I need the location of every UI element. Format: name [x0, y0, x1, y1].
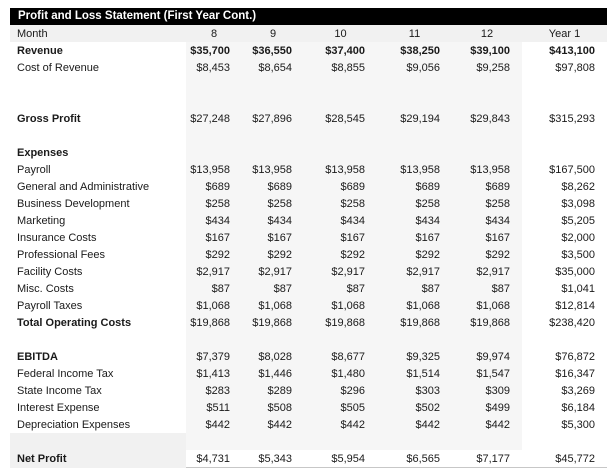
cell-value: $442	[186, 416, 242, 433]
column-header: 8	[186, 25, 242, 42]
table-row	[10, 178, 607, 195]
row-label: Depreciation Expenses	[17, 418, 131, 431]
cell-value	[304, 127, 377, 144]
cell-value: $167	[186, 229, 242, 246]
cell-value: $167	[452, 229, 522, 246]
table-row	[10, 110, 607, 127]
column-header: 10	[304, 25, 377, 42]
column-header-month: Month	[10, 25, 186, 42]
cell-value: $689	[304, 178, 377, 195]
cell-value: $258	[186, 195, 242, 212]
cell-value	[377, 331, 452, 348]
cell-value: $29,843	[452, 110, 522, 127]
cell-value: $97,808	[555, 61, 595, 74]
cell-value: $434	[452, 212, 522, 229]
row-label: Insurance Costs	[17, 231, 97, 244]
row-label: Professional Fees	[17, 248, 106, 261]
cell-value: $8,262	[561, 180, 595, 193]
table-row	[10, 212, 607, 229]
cell-value: $76,872	[555, 350, 595, 363]
row-label	[10, 331, 186, 348]
cell-value: $1,041	[561, 282, 595, 295]
cell-value	[242, 144, 304, 161]
cell-value: $1,514	[377, 365, 452, 382]
cell-value	[242, 433, 304, 450]
cell-value: $13,958	[452, 161, 522, 178]
table-row	[10, 382, 607, 399]
cell-value: $434	[242, 212, 304, 229]
cell-value	[452, 76, 522, 93]
cell-value: $292	[186, 246, 242, 263]
cell-value	[186, 433, 242, 450]
cell-value	[304, 144, 377, 161]
cell-value: $8,677	[304, 348, 377, 365]
cell-value: $258	[242, 195, 304, 212]
cell-value: $4,731	[186, 450, 242, 468]
table-row	[10, 263, 607, 280]
cell-value: $19,868	[377, 314, 452, 331]
cell-value: $29,194	[377, 110, 452, 127]
cell-value: $258	[452, 195, 522, 212]
cell-value: $45,772	[522, 450, 607, 468]
cell-value: $8,028	[242, 348, 304, 365]
cell-value: $13,958	[304, 161, 377, 178]
cell-value: $9,974	[452, 348, 522, 365]
cell-value	[522, 144, 607, 161]
cell-value: $2,000	[561, 231, 595, 244]
cell-value: $12,814	[555, 299, 595, 312]
cell-value	[242, 93, 304, 110]
cell-value: $87	[304, 280, 377, 297]
cell-value: $3,269	[561, 384, 595, 397]
cell-value	[377, 76, 452, 93]
table-row	[10, 93, 607, 110]
cell-value: $5,954	[304, 450, 377, 468]
cell-value: $2,917	[186, 263, 242, 280]
cell-value: $1,547	[452, 365, 522, 382]
cell-value: $258	[304, 195, 377, 212]
table-row	[10, 144, 607, 161]
cell-value	[186, 331, 242, 348]
cell-value	[377, 144, 452, 161]
row-label: Federal Income Tax	[17, 367, 114, 380]
cell-value: $8,453	[186, 59, 242, 76]
cell-value: $689	[242, 178, 304, 195]
row-label: Payroll	[17, 163, 51, 176]
column-header: 11	[377, 25, 452, 42]
table-row	[10, 280, 607, 297]
table-row	[10, 450, 607, 468]
table-row	[10, 365, 607, 382]
cell-value: $3,098	[561, 197, 595, 210]
cell-value: $167	[304, 229, 377, 246]
pnl-table	[10, 25, 607, 468]
cell-value	[377, 93, 452, 110]
cell-value: $36,550	[242, 42, 304, 59]
cell-value: $19,868	[242, 314, 304, 331]
cell-value: $19,868	[304, 314, 377, 331]
cell-value: $315,293	[549, 112, 595, 125]
cell-value: $2,917	[452, 263, 522, 280]
cell-value: $19,868	[452, 314, 522, 331]
cell-value: $1,413	[186, 365, 242, 382]
column-header: 12	[452, 25, 522, 42]
cell-value	[304, 93, 377, 110]
cell-value: $5,300	[561, 418, 595, 431]
row-label: Total Operating Costs	[17, 316, 132, 329]
cell-value: $689	[377, 178, 452, 195]
cell-value: $442	[452, 416, 522, 433]
cell-value: $413,100	[549, 44, 595, 57]
row-label: Facility Costs	[17, 265, 83, 278]
cell-value: $289	[242, 382, 304, 399]
table-row	[10, 246, 607, 263]
cell-value: $13,958	[242, 161, 304, 178]
row-label	[10, 76, 186, 93]
row-label: Revenue	[17, 44, 63, 57]
cell-value: $258	[377, 195, 452, 212]
cell-value: $1,068	[242, 297, 304, 314]
cell-value	[522, 331, 607, 348]
statement-title-bar	[10, 8, 607, 25]
cell-value: $442	[377, 416, 452, 433]
column-header: 9	[242, 25, 304, 42]
cell-value	[304, 433, 377, 450]
cell-value	[522, 76, 607, 93]
cell-value: $8,855	[304, 59, 377, 76]
cell-value: $167	[242, 229, 304, 246]
table-row	[10, 348, 607, 365]
cell-value: $434	[304, 212, 377, 229]
cell-value: $1,068	[186, 297, 242, 314]
cell-value: $502	[377, 399, 452, 416]
cell-value: $5,343	[242, 450, 304, 468]
cell-value: $283	[186, 382, 242, 399]
cell-value: $37,400	[304, 42, 377, 59]
row-label	[10, 433, 186, 450]
cell-value: $442	[242, 416, 304, 433]
cell-value: $87	[377, 280, 452, 297]
cell-value: $1,068	[377, 297, 452, 314]
cell-value: $9,258	[452, 59, 522, 76]
cell-value	[522, 433, 607, 450]
row-label: Net Profit	[10, 450, 186, 468]
table-row	[10, 59, 607, 76]
table-body	[10, 42, 607, 468]
cell-value: $9,056	[377, 59, 452, 76]
cell-value: $499	[452, 399, 522, 416]
row-label: Misc. Costs	[17, 282, 74, 295]
cell-value	[452, 144, 522, 161]
cell-value	[377, 127, 452, 144]
row-label: State Income Tax	[17, 384, 102, 397]
cell-value: $27,248	[186, 110, 242, 127]
cell-value: $2,917	[242, 263, 304, 280]
cell-value: $7,177	[452, 450, 522, 468]
cell-value	[242, 127, 304, 144]
row-label: EBITDA	[17, 350, 58, 363]
cell-value: $1,446	[242, 365, 304, 382]
cell-value	[242, 331, 304, 348]
row-label: General and Administrative	[17, 180, 150, 193]
cell-value: $511	[186, 399, 242, 416]
cell-value: $508	[242, 399, 304, 416]
cell-value: $292	[242, 246, 304, 263]
cell-value: $689	[186, 178, 242, 195]
cell-value: $87	[452, 280, 522, 297]
row-label: Cost of Revenue	[17, 61, 99, 74]
table-row	[10, 399, 607, 416]
row-label: Payroll Taxes	[17, 299, 83, 312]
cell-value: $434	[186, 212, 242, 229]
cell-value: $16,347	[555, 367, 595, 380]
cell-value: $35,000	[555, 265, 595, 278]
cell-value: $9,325	[377, 348, 452, 365]
table-row	[10, 127, 607, 144]
table-row	[10, 229, 607, 246]
cell-value	[377, 433, 452, 450]
cell-value: $38,250	[377, 42, 452, 59]
cell-value: $1,068	[304, 297, 377, 314]
cell-value: $505	[304, 399, 377, 416]
cell-value: $8,654	[242, 59, 304, 76]
cell-value	[186, 144, 242, 161]
cell-value	[522, 127, 607, 144]
row-label: Marketing	[17, 214, 66, 227]
statement-title: Profit and Loss Statement (First Year Cont.)	[18, 10, 257, 22]
table-row	[10, 433, 607, 450]
cell-value	[452, 127, 522, 144]
cell-value: $87	[242, 280, 304, 297]
table-row	[10, 331, 607, 348]
cell-value: $442	[304, 416, 377, 433]
table-row	[10, 314, 607, 331]
cell-value	[186, 76, 242, 93]
cell-value: $292	[377, 246, 452, 263]
table-row	[10, 76, 607, 93]
table-row	[10, 416, 607, 433]
cell-value: $3,500	[561, 248, 595, 261]
cell-value: $13,958	[186, 161, 242, 178]
cell-value: $1,480	[304, 365, 377, 382]
row-label: Business Development	[17, 197, 130, 210]
cell-value: $7,379	[186, 348, 242, 365]
cell-value: $35,700	[186, 42, 242, 59]
table-row	[10, 161, 607, 178]
cell-value	[186, 127, 242, 144]
cell-value	[304, 76, 377, 93]
row-label: Expenses	[17, 146, 69, 159]
table-row	[10, 195, 607, 212]
cell-value: $167,500	[549, 163, 595, 176]
cell-value: $6,184	[561, 401, 595, 414]
cell-value	[186, 93, 242, 110]
cell-value: $39,100	[452, 42, 522, 59]
cell-value: $87	[186, 280, 242, 297]
cell-value: $167	[377, 229, 452, 246]
cell-value: $303	[377, 382, 452, 399]
cell-value	[242, 76, 304, 93]
cell-value: $28,545	[304, 110, 377, 127]
row-label: Interest Expense	[17, 401, 100, 414]
cell-value: $292	[304, 246, 377, 263]
cell-value: $292	[452, 246, 522, 263]
cell-value: $6,565	[377, 450, 452, 468]
cell-value: $27,896	[242, 110, 304, 127]
cell-value: $238,420	[549, 316, 595, 329]
cell-value	[304, 331, 377, 348]
cell-value: $1,068	[452, 297, 522, 314]
cell-value	[452, 93, 522, 110]
column-header: Year 1	[522, 25, 607, 42]
cell-value: $13,958	[377, 161, 452, 178]
cell-value: $2,917	[304, 263, 377, 280]
cell-value: $309	[452, 382, 522, 399]
table-row	[10, 42, 607, 59]
row-label	[10, 127, 186, 144]
cell-value: $5,205	[561, 214, 595, 227]
header-row	[10, 25, 607, 42]
cell-value	[452, 433, 522, 450]
cell-value: $689	[452, 178, 522, 195]
cell-value: $19,868	[186, 314, 242, 331]
cell-value	[452, 331, 522, 348]
cell-value: $2,917	[377, 263, 452, 280]
row-label: Gross Profit	[17, 112, 81, 125]
table-row	[10, 297, 607, 314]
cell-value	[522, 93, 607, 110]
row-label	[10, 93, 186, 110]
cell-value: $434	[377, 212, 452, 229]
cell-value: $296	[304, 382, 377, 399]
